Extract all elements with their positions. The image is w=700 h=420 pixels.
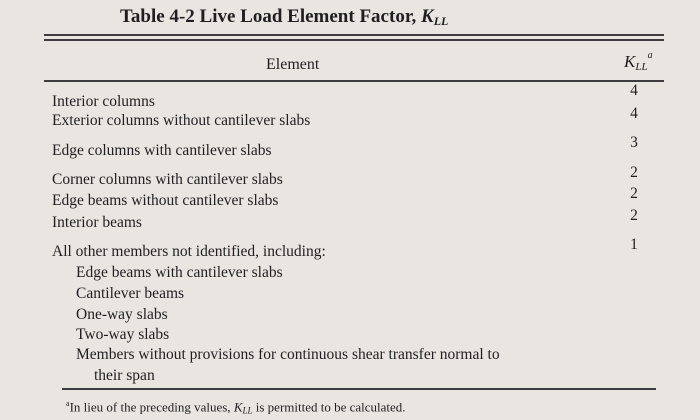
- footnote-symbol: K: [233, 399, 243, 415]
- table-title-symbol: K: [421, 6, 434, 27]
- header-factor: [624, 50, 653, 73]
- table-row-value: 3: [630, 134, 638, 151]
- table-row-value: 2: [630, 185, 638, 202]
- table-title-prefix: Table 4-2 Live Load Element Factor,: [120, 6, 422, 27]
- table-title: [120, 6, 448, 29]
- table-row-value: 2: [630, 207, 638, 224]
- footnote-text-before: In lieu of the preceding values,: [69, 399, 234, 415]
- sub-row-label: Cantilever beams: [76, 285, 185, 302]
- table-row-label: Exterior columns without cantilever slabs: [52, 112, 311, 129]
- table-title-subscript: LL: [433, 14, 449, 28]
- sub-row-label: their span: [94, 367, 155, 384]
- table-row-value: 2: [630, 164, 638, 181]
- top-rule-2: [44, 39, 664, 41]
- table-row-value: 4: [630, 105, 638, 122]
- table-row-label: Edge columns with cantilever slabs: [52, 142, 272, 159]
- table-row-label: Interior beams: [52, 214, 142, 231]
- footnote-marker: a: [66, 399, 70, 408]
- sub-row-label: Two-way slabs: [76, 326, 170, 343]
- header-factor-symbol: K: [624, 52, 636, 71]
- table-row-label: Corner columns with cantilever slabs: [52, 171, 283, 188]
- footnote-subscript: LL: [242, 405, 253, 416]
- top-rule-1: [44, 34, 664, 36]
- sub-row-label: One-way slabs: [76, 306, 168, 323]
- footnote-text-after: is permitted to be calculated.: [252, 399, 406, 415]
- header-element: Element: [266, 56, 320, 73]
- table-row-value: 4: [630, 82, 638, 99]
- header-factor-subscript: LL: [635, 61, 648, 73]
- bottom-rule: [62, 388, 656, 390]
- table-row-label: Edge beams without cantilever slabs: [52, 192, 279, 209]
- table-row-label: All other members not identified, including:: [52, 243, 326, 260]
- header-rule: [44, 80, 664, 82]
- footnote: [66, 399, 406, 415]
- sub-row-label: Edge beams with cantilever slabs: [76, 264, 283, 281]
- table-row-value: 1: [630, 236, 638, 253]
- header-factor-superscript: a: [647, 50, 653, 61]
- sub-row-label: Members without provisions for continuous shear transfer normal to: [76, 346, 500, 363]
- table-row-label: Interior columns: [52, 93, 155, 110]
